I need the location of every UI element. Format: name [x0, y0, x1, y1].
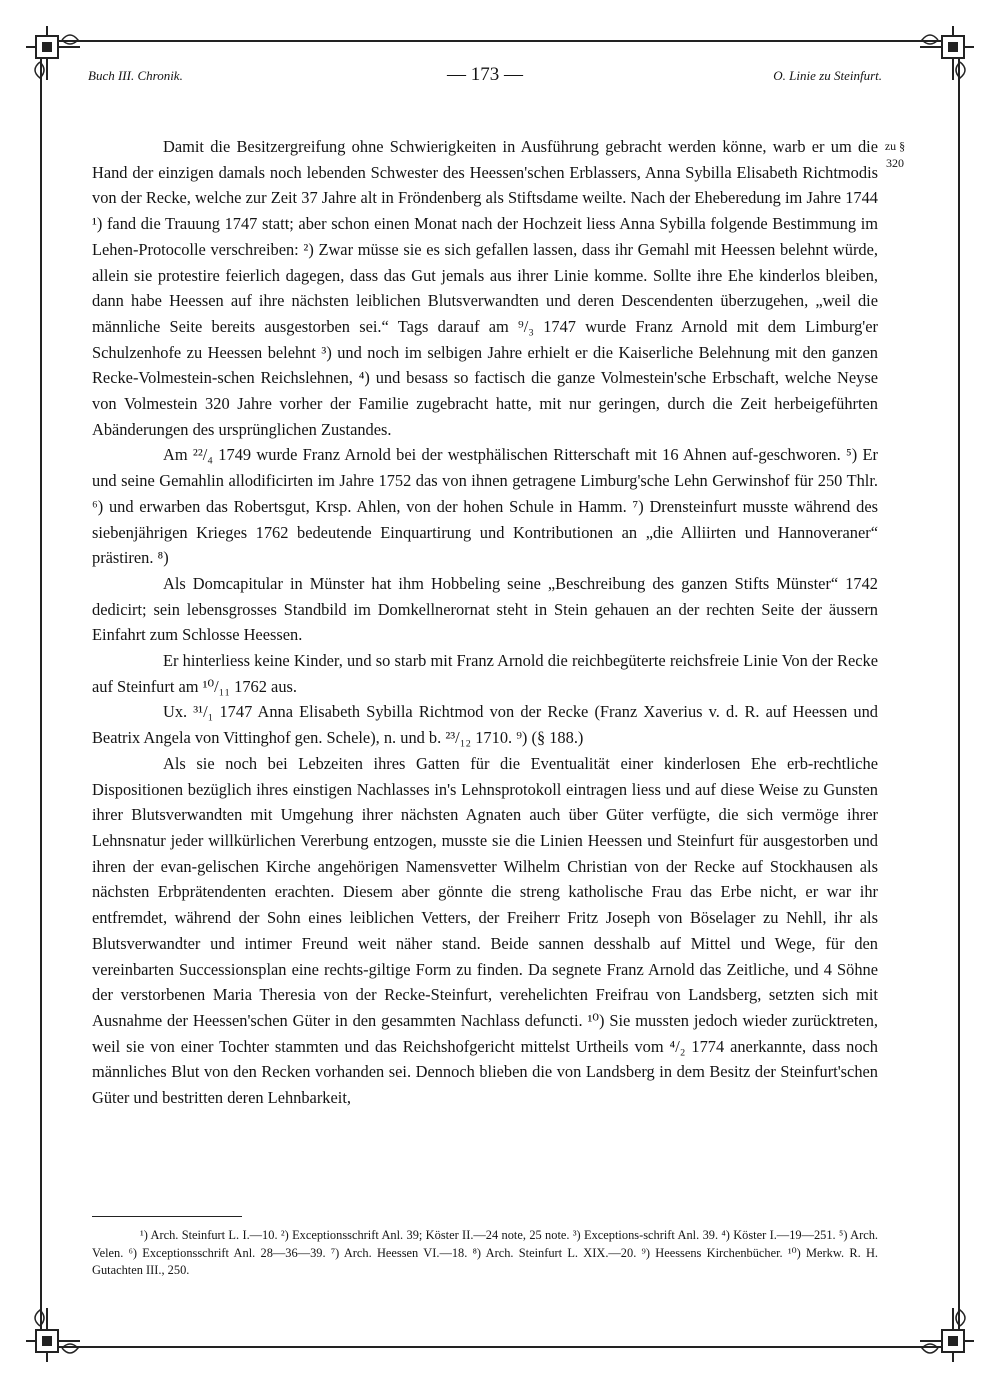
- ornament-top-left-icon: [22, 22, 84, 84]
- ornament-bottom-right-icon: [916, 1304, 978, 1366]
- footnotes: ¹) Arch. Steinfurt L. I.—10. ²) Exceptionsschrift Anl. 39; Köster II.—24 note, 25 note. ³) Exceptions-schrift Anl. 39. ⁴) Köster I.—19—251. ⁵) Arch. Velen. ⁶) Exceptionsschrift Anl. 28—36—39. ⁷) Arch. Heessen VI.—18. ⁸) Arch. Steinfurt L. XIX.—20. ⁹) Heessens Kirchenbücher. ¹⁰) Merkw. R. H. Gutachten III., 250.: [92, 1228, 878, 1277]
- header-book-title: Buch III. Chronik.: [88, 68, 183, 83]
- header-section-title: O. Linie zu Steinfurt.: [773, 68, 882, 83]
- ornament-bottom-left-icon: [22, 1304, 84, 1366]
- paragraph: Damit die Besitzergreifung ohne Schwierigkeiten in Ausführung gebracht werden könne, warb er um die Hand der einzigen damals noch lebenden Schwester des Heessen'schen Erblassers, Anna Sybilla Elisabeth Richtmodis von der Recke, welche zur Zeit 37 Jahre alt in Fröndenberg als Stiftsdame weilte. Nach der Eheberedung im Jahre 1744 ¹) fand die Trauung 1747 statt; aber schon einen Monat nach der Hochzeit liess Anna Sybilla folgende Bestimmung im Lehen-Protocolle verschreiben: ²) Zwar müsse sie es sich gefallen lassen, dass ihr Gemahl mit Heessen belehnt würde, allein sie protestire feierlich dagegen, dass das Gut jemals aus ihrer Linie komme. Sollte ihre Ehe kinderlos bleiben, dann habe Heessen auf ihre nächsten leiblichen Blutsverwandten und deren Descendenten überzugehen, „weil die männliche Seite bereits ausgestorben sei.“ Tags darauf am ⁹/₃ 1747 wurde Franz Arnold mit dem Limburg'er Schulzenhofe zu Heessen belehnt ³) und noch im selbigen Jahre erhielt er die Kaiserliche Belehnung mit den ganzen Recke-Volmestein-schen Reichslehnen, ⁴) und besass so factisch die ganze Volmestein'sche Erbschaft, welche Neyse von Volmestein 320 Jahre vorher der Familie zugebracht hatte, mit nur geringen, durch die Zeit herbeigeführten Abänderungen des ursprünglichen Zustandes.: [92, 137, 878, 439]
- footnote-divider: [92, 1216, 242, 1217]
- running-header: [88, 64, 882, 90]
- frame-bottom-line: [58, 1346, 942, 1348]
- page-number: — 173 —: [447, 64, 523, 85]
- paragraph: Ux. ³¹/₁ 1747 Anna Elisabeth Sybilla Richtmod von der Recke (Franz Xaverius v. d. R. auf Heessen und Beatrix Angela von Vittinghof gen. Schele), n. und b. ²³/₁₂ 1710. ⁹) (§ 188.): [92, 702, 878, 748]
- paragraph: Als sie noch bei Lebzeiten ihres Gatten für die Eventualität einer kinderlosen Ehe erb-rechtliche Dispositionen bezüglich ihres einstigen Nachlasses in's Lehnsprotokoll eintragen liess und auf diese Weise zu Gunsten ihrer Blutsverwandten mit Umgehung ihrer nächsten Agnaten auch über Güter verfügte, die sich vermöge ihrer Lehnsnatur jeder willkürlichen Vererbung entzogen, musste sie die Linien Heessen und Steinfurt für ausgestorben und ihren der evan-gelischen Kirche angehörigen Namensvetter Wilhelm Christian von der Recke auf Stockhausen als nächsten Erbprätendenten erachten. Diesem aber gönnte die streng katholische Frau das Erbe nicht, er war ihr entfremdet, während der Sohn eines leiblichen Vetters, der Freiherr Fritz Joseph von Böselager zu Nehll, ihr als Blutsverwandter und intimer Freund weit näher stand. Beide sannen desshalb auf Mittel und Wege, für den vereinbarten Successionsplan eine rechts-giltige Form zu finden. Da segnete Franz Arnold das Zeitliche, und 4 Söhne der verstorbenen Maria Theresia von der Recke-Steinfurt, verehelichten Freifrau von Landsberg, setzten sich mit Ausnahme der Heessen'schen Güter in den gesammten Nachlass defuncti. ¹⁰) Sie mussten jedoch wieder zurücktreten, weil sie von einer Tochter stammten und das Reichshofgericht mittelst Urtheils vom ⁴/₂ 1774 anerkannte, dass noch männliches Blut von den Recken vorhanden sei. Dennoch blieben die von Landsberg in dem Besitz der Steinfurt'schen Güter und bestritten deren Lehnbarkeit,: [92, 753, 878, 1108]
- body-text: [92, 134, 878, 1111]
- margin-note: zu § 320: [884, 139, 906, 170]
- paragraph: Er hinterliess keine Kinder, und so starb mit Franz Arnold die reichbegüterte reichsfreie Linie Von der Recke auf Steinfurt am ¹⁰/₁₁ 1762 aus.: [92, 651, 878, 696]
- frame-right-line: [958, 58, 960, 1330]
- frame-left-line: [40, 58, 42, 1330]
- ornament-top-right-icon: [916, 22, 978, 84]
- paragraph: Als Domcapitular in Münster hat ihm Hobbeling seine „Beschreibung des ganzen Stifts Münster“ 1742 dedicirt; sein lebensgrosses Standbild im Domkellnerornat steht in Stein gehauen an der rechten Seite der äussern Einfahrt zum Schlosse Heessen.: [92, 573, 878, 645]
- frame-top-line: [58, 40, 942, 42]
- paragraph: Am ²²/₄ 1749 wurde Franz Arnold bei der westphälischen Ritterschaft mit 16 Ahnen auf-geschworen. ⁵) Er und seine Gemahlin allodificirten im Jahre 1752 das von ihnen getragene Limburg'sche Lehn Gerwinshof für 250 Thlr. ⁶) und erwarben das Robertsgut, Krsp. Ahlen, von der hohen Schule in Hamm. ⁷) Drensteinfurt musste während des siebenjährigen Krieges 1762 bedeutende Einquartirung und Kontributionen an „die Alliirten und Hannoveraner“ prästiren. ⁸): [92, 445, 878, 568]
